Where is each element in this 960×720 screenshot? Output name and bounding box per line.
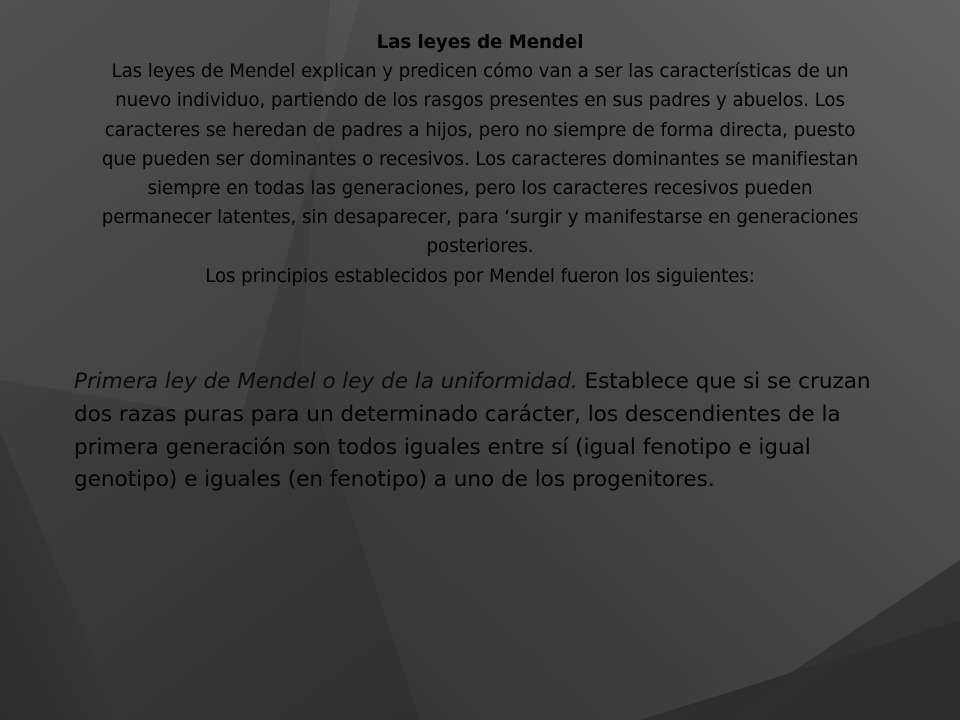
intro-paragraph: Las leyes de Mendel explican y predicen cómo van a ser las características de un nuevo individuo, partiendo de los rasgos presentes en sus padres y abuelos. Los caracteres se heredan de padres a hijos, pero no siempre de forma directa, puesto que pueden ser dominantes o recesivos. Los caracteres dominantes se manifiestan siempre en todas las generaciones, pero los caracteres recesivos pueden permanecer latentes, sin desaparecer, para ‘surgir y manifestarse en generaciones posteriores.	[101, 61, 859, 258]
first-law-body: Establece que si se cruzan dos razas puras para un determinado carácter, los descendientes de la primera generación son todos iguales entre sí (igual fenotipo e igual genotipo) e iguales (en fenotipo) a uno de los progenitores.	[74, 369, 871, 493]
first-law-paragraph	[74, 366, 874, 497]
slide-title: Las leyes de Mendel	[376, 32, 584, 53]
intro-text-block	[96, 28, 864, 291]
first-law-title: Primera ley de Mendel o ley de la uniformidad.	[74, 369, 578, 394]
principles-intro-line: Los principios establecidos por Mendel fueron los siguientes:	[205, 265, 755, 287]
